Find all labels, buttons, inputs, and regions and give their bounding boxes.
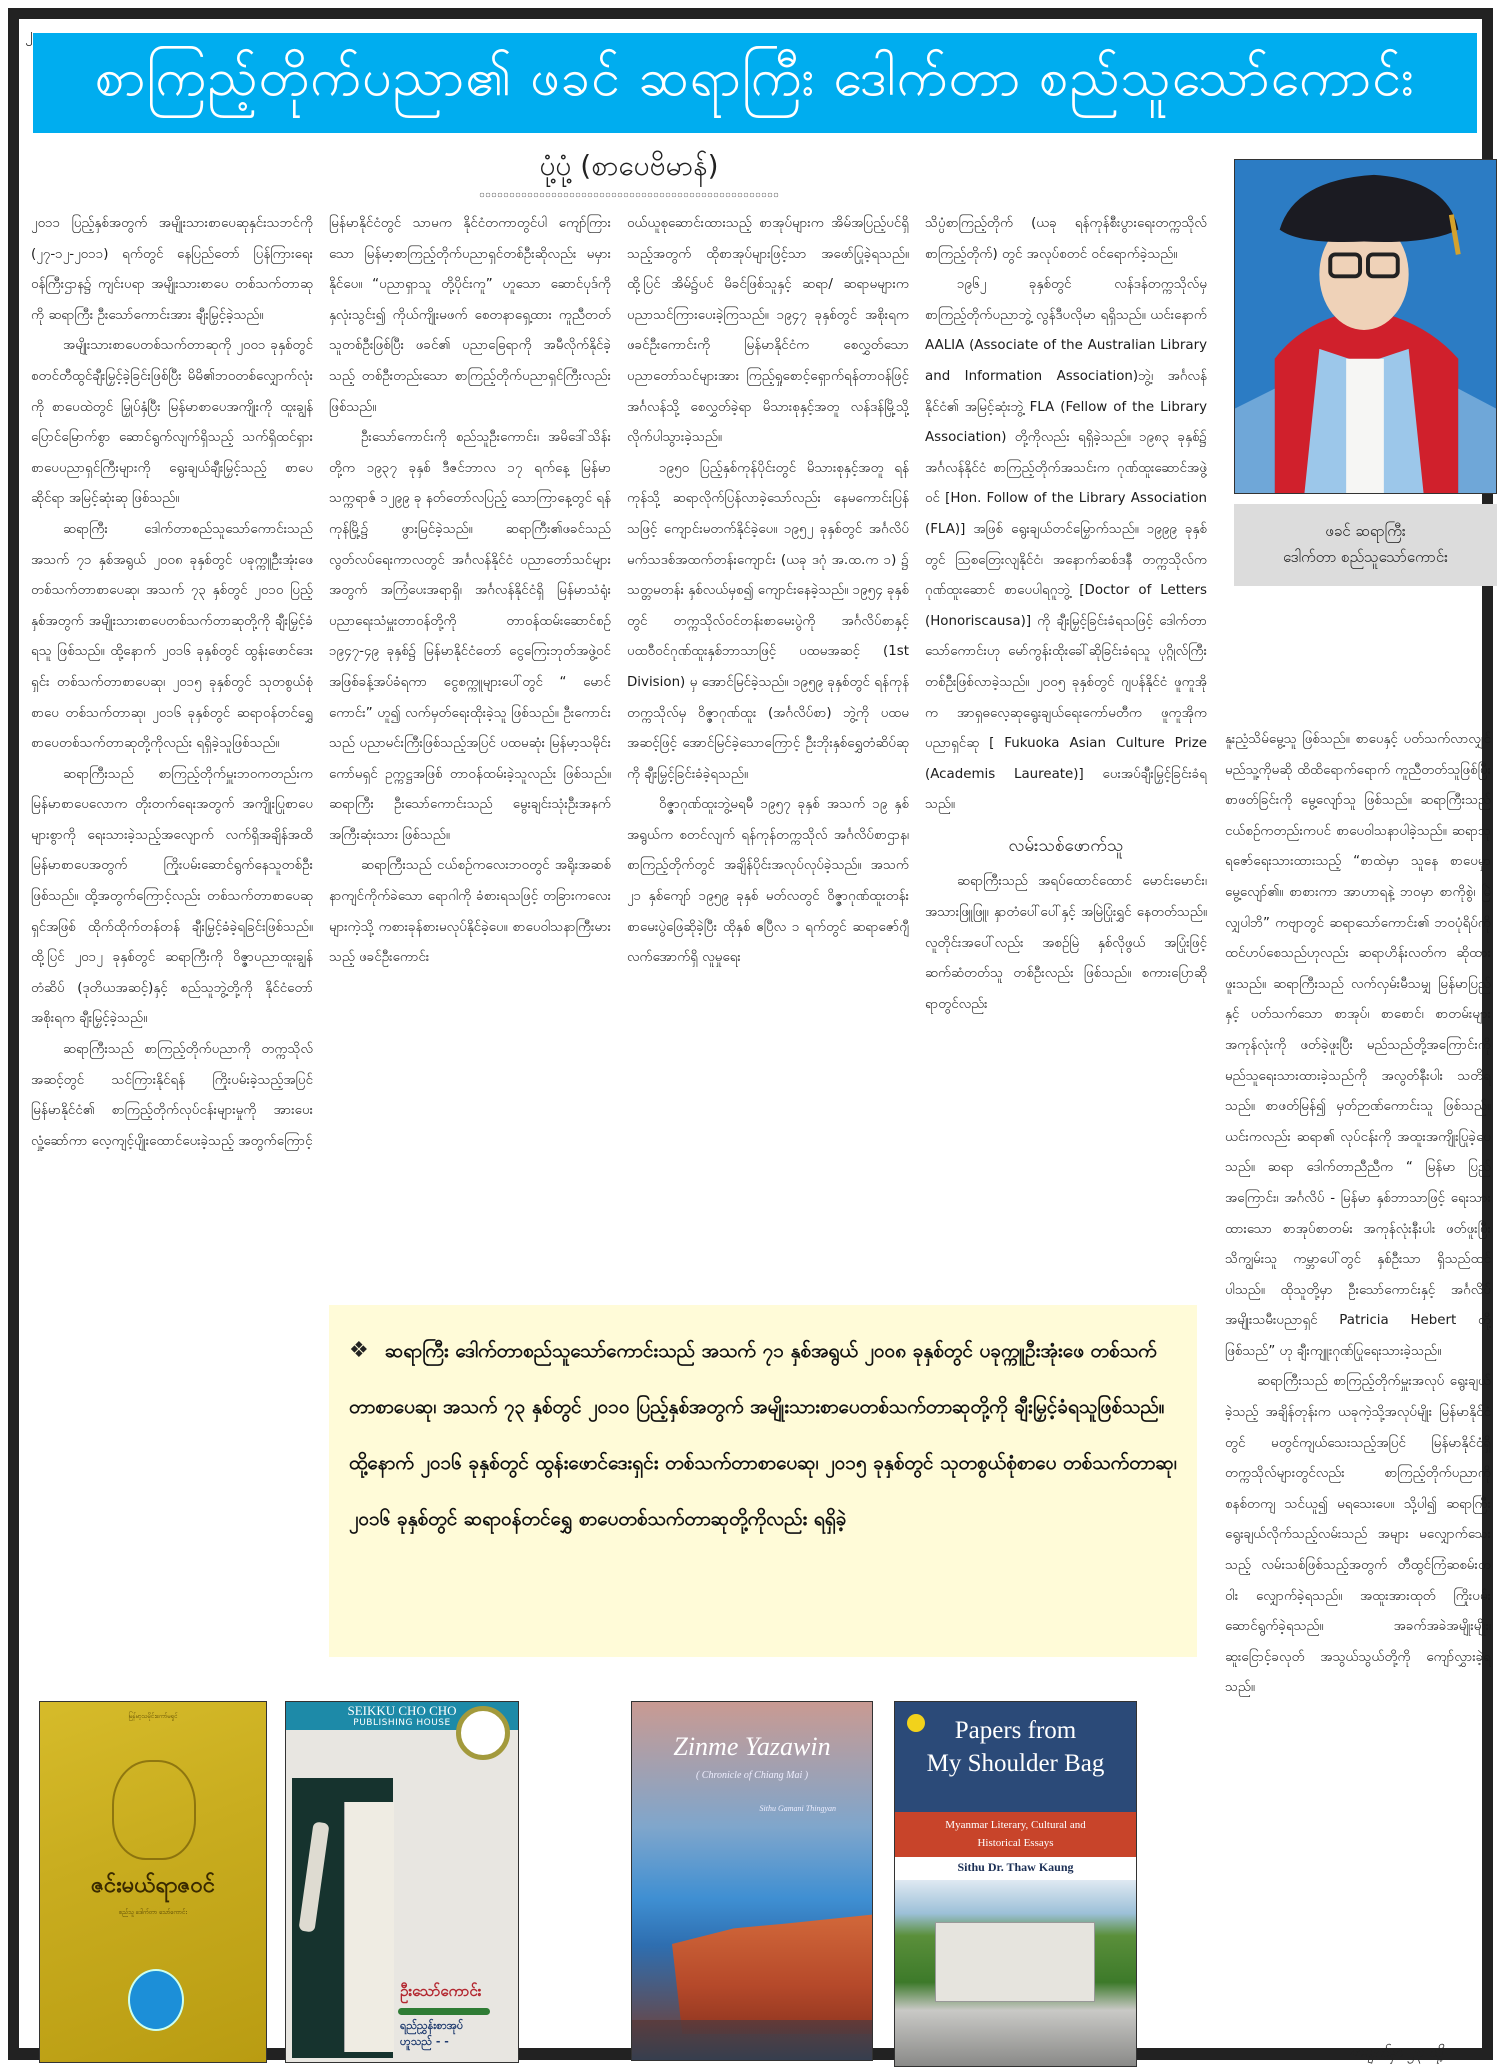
column-5 — [1225, 725, 1491, 2055]
paragraph: ဆရာကြီး ဒေါက်တာစည်သူသော်ကောင်းသည် အသက် ၇၁ နှစ်အရွယ် ၂၀၀၈ ခုနှစ်တွင် ပခုက္ကူဦးအုံးဖေ တစ်သက်တာစာပေဆု၊ အသက် ၇၃ နှစ်တွင် ၂၀၁၀ ပြည့်နှစ်အတွက် အမျိုးသားစာပေတစ်သက်တာဆုတို့ကို ချီးမြှင့်ခံရသူ ဖြစ်သည်။ ထို့နောက် ၂၀၁၆ ခုနှစ်တွင် ထွန်းဖောင်ဒေးရှင်း တစ်သက်တာစာပေဆု၊ ၂၀၁၅ ခုနှစ်တွင် သုတစွယ်စုံစာပေ တစ်သက်တာဆု၊ ၂၀၁၆ ခုနှစ်တွင် ဆရာဝန်တင်ရွှေ စာပေတစ်သက်တာဆုတို့ကိုလည်း ရရှိခဲ့သူဖြစ်သည်။ — [31, 521, 313, 752]
title-band — [895, 1702, 1136, 1812]
seal-icon — [456, 1706, 510, 1760]
paragraph: မြန်မာနိုင်ငံတွင် သာမက နိုင်ငံတကာတွင်ပါ ကျော်ကြားသော မြန်မာ့စာကြည့်တိုက်ပညာရှင်တစ်ဦးဆိုလည်း မမှားနိုင်ပေ။ “ပညာရှာသူ တို့ပိုင်းကူ” ဟူသော ဆောင်ပုဒ်ကို နှလုံးသွင်း၍ ကိုယ်ကျိုးမဖက် စေတနာရှေ့ထား ကူညီတတ်သူတစ်ဦးဖြစ်ပြီး ဖခင်၏ ပညာဓြေရာကို အမီလိုက်နိုင်ခဲ့သည့် တစ်ဦးတည်းသော စာကြည့်တိုက်ပညာရှင်ကြီးလည်း ဖြစ်သည်။ — [329, 216, 611, 415]
subtitle-line: Myanmar Literary, Cultural and — [945, 1819, 1086, 1831]
book-title: ဇင်းမယ်ရာဇဝင် — [90, 1873, 216, 1898]
section-subheading: လမ်းသစ်ဖောက်သူ — [1008, 835, 1124, 856]
title-line: My Shoulder Bag — [926, 1750, 1105, 1777]
paragraph: ဆရာကြီးသည် စာကြည့်တိုက်မှူးအလုပ် ရွေးချယ်ခဲ့သည့် အချိန်တုန်းက ယခုကဲ့သို့အလုပ်မျိုး မြန်မာနိုင်ငံတွင် မတွင်ကျယ်သေးသည့်အပြင် မြန်မာနိုင်ငံရှိ တက္ကသိုလ်များတွင်လည်း စာကြည့်တိုက်ပညာကို စနစ်တကျ သင်ယူ၍ မရသေးပေ။ သို့ပါ၍ ဆရာကြီး ရွေးချယ်လိုက်သည့်လမ်းသည် အများ မလျှောက်သေးသည့် လမ်းသစ်ဖြစ်သည့်အတွက် တီထွင်ကြံဆစမ်းတဝါး လျှောက်ခဲ့ရသည်။ အထူးအားထုတ် ကြိုးပမ်းဆောင်ရွက်ခဲ့ရသည်။ အခက်အခဲအမျိုးမျိုး၊ ဆူးငြောင့်ခလုတ် အသွယ်သွယ်တို့ကို ကျော်လွှားခဲ့ရသည်။ — [1225, 1374, 1491, 1696]
highlight-callout — [329, 1305, 1197, 1657]
book-author: ဦးသော်ကောင်း — [400, 1982, 482, 2000]
caption-line: ဖခင် ဆရာကြီး — [1325, 522, 1406, 540]
column-3 — [627, 209, 909, 1289]
book-author: စည်သူ ဒေါက်တာ သော်ကောင်း — [119, 1909, 187, 1916]
headline: စာကြည့်တိုက်ပညာ၏ ဖခင် ဆရာကြီး ဒေါက်တာ စည်သူသော်ကောင်း — [94, 48, 1416, 108]
caption-line: ဒေါက်တာ စည်သူသော်ကောင်း — [1283, 548, 1448, 566]
title-line: ရည်ညွှန်းစာအုပ် — [400, 2019, 464, 2032]
paragraph: ဆရာကြီးသည် ငယ်စဉ်ကလေးဘဝတွင် အရိုးအဆစ် နာကျင်ကိုက်ခဲသော ရောဂါကို ခံစားရသဖြင့် တခြားကလေးများကဲ့သို့ ကစားခုန်စားမလုပ်နိုင်ခဲ့ပေ။ စာပေဝါသနာကြီးမားသည့် ဖခင်ဦးကောင်း — [329, 858, 611, 966]
byline-ornament-divider — [479, 191, 779, 199]
page-number: ၂ — [25, 24, 33, 43]
paragraph: ဝိဇ္ဇာဂုဏ်ထူးဘွဲ့မရမီ ၁၉၅၇ ခုနှစ် အသက် ၁၉ နှစ်အရွယ်က စတင်လျက် ရန်ကုန်တက္ကသိုလ် အင်္ဂလိပ်စာဌာန၊ စာကြည့်တိုက်တွင် အချိန်ပိုင်းအလုပ်လုပ်ခဲ့သည်။ အသက် ၂၁ နှစ်ကျော် ၁၉၅၉ ခုနှစ် မတ်လတွင် ဝိဇ္ဇာဂုဏ်ထူးတန်း စာမေးပွဲဖြေဆိုခဲ့ပြီး ထိုနှစ် ဧပြီလ ၁ ရက်တွင် ဆရာဇော်ဂျီလက်အောက်ရှိ လူမှုရေး — [627, 797, 909, 966]
cover-top-text: မြန်မာ့သမိုင်းကော်မရှင် — [128, 1713, 178, 1720]
book-title: Zinme Yazawin — [673, 1732, 831, 1761]
bound-paper-illustration — [344, 1802, 394, 2052]
portrait-illustration — [1235, 160, 1496, 493]
portrait-photo — [1234, 159, 1497, 494]
subtitle-band — [895, 1812, 1136, 1857]
headline-banner — [33, 33, 1477, 133]
page-frame — [8, 8, 1493, 2060]
paragraph: ဆရာကြီးသည် အရပ်ထောင်ထောင် မောင်းမောင်း၊ အသားဖြူဖြူ၊ နှာတံပေါ်ပေါ်နှင့် အမြဲပြုံးရွှင် နေတတ်သည်။ လူတိုင်းအပေါ်လည်း အစဉ်မြဲ နှစ်လိုဖွယ် အပြုံးဖြင့် ဆက်ဆံတတ်သူ တစ်ဦးလည်း ဖြစ်သည်။ စကားပြောဆိုရာတွင်လည်း — [925, 874, 1207, 1012]
publisher-name: SEIKKU CHO CHO — [347, 1703, 457, 1718]
subtitle-line: Historical Essays — [977, 1837, 1054, 1849]
diamond-cluster-icon: ❖ — [349, 1338, 369, 1363]
publisher-subname: PUBLISHING HOUSE — [353, 1718, 451, 1728]
title-line: Papers from — [954, 1717, 1077, 1744]
publisher-logo-icon — [907, 1714, 925, 1732]
paragraph: နူးညံ့သိမ်မွေ့သူ ဖြစ်သည်။ စာပေနှင့် ပတ်သက်လာလျှင် မည်သူ့ကိုမဆို ထိထိရောက်ရောက် ကူညီတတ်သူဖြစ်ပြီး စာဖတ်ခြင်းကို မွေ့လျော်သူ ဖြစ်သည်။ ဆရာကြီးသည် ငယ်စဉ်ကတည်းကပင် စာပေဝါသနာပါခဲ့သည်။ ဆရာသုရဇော်ရေးသားထားသည့် “စာထဲမှာ သူနေ စာပေမှာ မွေ့လျော်၏။ စာစားကာ အာဟာရနဲ့ ဘဝမှာ စာကိုစွဲ၊ မြဲလျှပါဘိ” ကဗျာတွင် ဆရာသော်ကောင်း၏ ဘဝပုံရိပ်ကို ထင်ဟပ်စေသည်ဟုလည်း ဆရာဟိန်းလတ်က ဆိုထားဖူးသည်။ ဆရာကြီးသည် လက်လှမ်းမီသမျှ မြန်မာပြည်နှင့် ပတ်သက်သော စာအုပ်၊ စာစောင်၊ စာတမ်းများ အကုန်လုံးကို ဖတ်ခဲ့ဖူးပြီး မည်သည်တို့အကြောင်းကို မည်သူရေးသားထားခဲ့သည်ကို အလွတ်နီးပါး သတိရသည်။ စာဖတ်မြန်၍ မှတ်ဉာဏ်ကောင်းသူ ဖြစ်သည်။ ယင်းကလည်း ဆရာ၏ လုပ်ငန်းကို အထူးအကျိုးပြုခဲ့ပေသည်။ ဆရာ ဒေါက်တာညီညီက “ မြန်မာ ပြည်အကြောင်း၊ အင်္ဂလိပ် - မြန်မာ နှစ်ဘာသာဖြင့် ရေးသားထားသော စာအုပ်စာတမ်း အကုန်လုံးနီးပါး ဖတ်ဖူးပြီး သိကျွမ်းသူ ကမ္ဘာပေါ်တွင် နှစ်ဦးသာ ရှိသည်ထင်ပါသည်။ ထိုသူတို့မှာ ဦးသော်ကောင်းနှင့် အင်္ဂလိပ်အမျိုးသမီးပညာရှင် Patricia Hebert တို့ ဖြစ်သည်” ဟု ချီးကျူးဂုဏ်ပြုရေးသားခဲ့သည်။ — [1225, 732, 1491, 1359]
callout-text: ဆရာကြီး ဒေါက်တာစည်သူသော်ကောင်းသည် အသက် ၇၁ နှစ်အရွယ် ၂၀၀၈ ခုနှစ်တွင် ပခုက္ကူဦးအုံးဖေ တစ်သက်တာစာပေဆု၊ အသက် ၇၃ နှစ်တွင် ၂၀၁၀ ပြည့်နှစ်အတွက် အမျိုးသားစာပေတစ်သက်တာဆုတို့ကို ချီးမြှင့်ခံရသူဖြစ်သည်။ ထို့နောက် ၂၀၁၆ ခုနှစ်တွင် ထွန်းဖောင်ဒေးရှင်း တစ်သက်တာစာပေဆု၊ ၂၀၁၅ ခုနှစ်တွင် သုတစွယ်စုံစာပေ တစ်သက်တာဆု၊ ၂၀၁၆ ခုနှစ်တွင် ဆရာဝန်တင်ရွှေ စာပေတစ်သက်တာဆုတို့ကိုလည်း ရရှိခဲ့ — [349, 1340, 1177, 1530]
paragraph: ၁၉၅၀ ပြည့်နှစ်ကုန်ပိုင်းတွင် မိသားစုနှင့်အတူ ရန်ကုန်သို့ ဆရာလိုက်ပြန်လာခဲ့သော်လည်း နေမကောင်းပြန်သဖြင့် ကျောင်းမတက်နိုင်ခဲ့ပေ။ ၁၉၅၂ ခုနှစ်တွင် အင်္ဂလိပ်မက်သဒစ်အထက်တန်းကျောင်း (ယခု ဒဂုံ အ.ထ.က ၁) ၌ သတ္တမတန်း နှစ်လယ်မှစ၍ ကျောင်းနေခဲ့သည်။ ၁၉၅၄ ခုနှစ်တွင် တက္ကသိုလ်ဝင်တန်းစာမေးပွဲကို အင်္ဂလိပ်စာနှင့် ပထဝီဝင်ဂုဏ်ထူးနှစ်ဘာသာဖြင့် ပထမအဆင့် (1st Division) မှ အောင်မြင်ခဲ့သည်။ ၁၉၅၉ ခုနှစ်တွင် ရန်ကုန်တက္ကသိုလ်မှ ဝိဇ္ဇာဂုဏ်ထူး (အင်္ဂလိပ်စာ) ဘွဲ့ကို ပထမအဆင့်ဖြင့် အောင်မြင်ခဲ့သောကြောင့် ဦးဘိုးနှစ်ရွှေတံဆိပ်ဆုကို ချီးမြှင့်ခြင်းခံခဲ့ရသည်။ — [627, 460, 909, 782]
paragraph: ဝယ်ယူစုဆောင်းထားသည့် စာအုပ်များက အိမ်အပြည့်ပင်ရှိသည့်အတွက် ထိုစာအုပ်များဖြင့်သာ အဖော်ပြုခဲ့ရသည်။ ထို့ပြင် အိမ်၌ပင် မိခင်ဖြစ်သူနှင့် ဆရာ/ ဆရာမများက ပညာသင်ကြားပေးခဲ့ကြသည်။ ၁၉၄၇ ခုနှစ်တွင် အစိုးရက ဖခင်ဦးကောင်းကို မြန်မာနိုင်ငံက စေလွှတ်သော ပညာတော်သင်များအား ကြည့်ရှုစောင့်ရှောက်ရန်တာဝန်ဖြင့် အင်္ဂလန်သို့ စေလွှတ်ခဲ့ရာ မိသားစုနှင့်အတူ လန်ဒန်မြို့သို့ လိုက်ပါသွားခဲ့သည်။ — [627, 216, 909, 446]
paragraph: ၂၀၁၁ ပြည့်နှစ်အတွက် အမျိုးသားစာပေဆုနှင်းသဘင်ကို (၂၇-၁၂-၂၀၁၁) ရက်တွင် နေပြည်တော် ပြန်ကြားရေးဝန်ကြီးဌာန၌ ကျင်းပရာ အမျိုးသားစာပေ တစ်သက်တာဆုကို ဆရာကြီး ဦးသော်ကောင်းအား ချီးမြှင့်ခဲ့သည်။ — [31, 216, 313, 323]
column-4 — [925, 209, 1207, 1289]
book-cover-zinme-yazawin-burmese — [39, 1701, 267, 2063]
sticker-icon — [128, 1969, 184, 2031]
portrait-caption — [1234, 504, 1497, 586]
book-subtitle: ( Chronicle of Chiang Mai ) — [695, 1770, 809, 1781]
continued-on-page: စာမျက်နှာ ၂၃ သို့ — [1349, 2043, 1443, 2061]
book-title — [400, 2018, 463, 2050]
book-cover-papers-from-my-shoulder-bag — [894, 1701, 1137, 2067]
paragraph: ဦးသော်ကောင်းကို စည်သူဦးကောင်း၊ အမိဒေါ်သိန်းတို့က ၁၉၃၇ ခုနှစ် ဒီဇင်ဘာလ ၁၇ ရက်နေ့ မြန်မာသက္ကရာဇ် ၁၂၉၉ ခု နတ်တော်လပြည့် သောကြာနေ့တွင် ရန်ကုန်မြို့၌ ဖွားမြင်ခဲ့သည်။ ဆရာကြီး၏ဖခင်သည် လွတ်လပ်ရေးကာလတွင် အင်္ဂလန်နိုင်ငံ ပညာတော်သင်များအတွက် အကြံပေးအရာရှိ၊ အင်္ဂလန်နိုင်ငံရှိ မြန်မာသံရုံးပညာရေးသံမှူးတာဝန်တို့ကို တာဝန်ထမ်းဆောင်စဉ် ၁၉၄၇-၄၉ ခုနှစ်၌ မြန်မာနိုင်ငံတော် ငွေကြေးဘုတ်အဖွဲ့ဝင်အဖြစ်ခန့်အပ်ခံရကာ ငွေစက္ကူများပေါ်တွင် “ မောင်ကောင်း” ဟူ၍ လက်မှတ်ရေးထိုးခဲ့သူ ဖြစ်သည်။ ဦးကောင်းသည် ပညာမင်းကြီးဖြစ်သည့်အပြင် ပထမဆုံး မြန်မာ့သမိုင်းကော်မရှင် ဥက္ကဋ္ဌအဖြစ် တာဝန်ထမ်းခဲ့သူလည်း ဖြစ်သည်။ ဆရာကြီး ဦးသော်ကောင်းသည် မွေးချင်းသုံးဦးအနက် အကြီးဆုံးသား ဖြစ်သည်။ — [329, 430, 611, 843]
moat-illustration — [632, 2020, 872, 2060]
column-2 — [329, 209, 611, 1289]
column-1 — [31, 209, 313, 1687]
paragraph: ဆရာကြီးသည် စာကြည့်တိုက်မှူးဘဝကတည်းက မြန်မာစာပေလောက တိုးတက်ရေးအတွက် အကျိုးပြုစာပေများစွာကို ရေးသားခဲ့သည့်အလျောက် လက်ရှိအချိန်အထိ မြန်မာစာပေအတွက် ကြိုးပမ်းဆောင်ရွက်နေသူတစ်ဦး ဖြစ်သည်။ ထို့အတွက်ကြောင့်လည်း တစ်သက်တာစာပေဆုရှင်အဖြစ် ထိုက်ထိုက်တန်တန် ချီးမြှင့်ခံခဲ့ရခြင်းဖြစ်သည်။ ထို့ပြင် ၂၀၁၂ ခုနှစ်တွင် ဆရာကြီးကို ဝိဇ္ဇာပညာထူးချွန်တံဆိပ် (ဒုတိယအဆင့်)နှင့် စည်သူဘွဲ့တို့ကို နိုင်ငံတော်အစိုးရက ချီးမြှင့်ခဲ့သည်။ — [31, 766, 313, 1027]
paragraph: အမျိုးသားစာပေတစ်သက်တာဆုကို ၂၀၀၁ ခုနှစ်တွင် စတင်တီထွင်ချီးမြှင့်ခဲ့ခြင်းဖြစ်ပြီး မိမိ၏ဘဝတစ်လျှောက်လုံးကို စာပေထဲတွင် မြှုပ်နှံပြီး မြန်မာစာပေအကျိုးကို ထူးချွန်ပြောင်မြောက်စွာ ဆောင်ရွက်လျက်ရှိသည့် သက်ရှိထင်ရှား စာပေပညာရှင်ကြီးများကို ရွေးချယ်ချီးမြှင့်သည့် စာပေဆိုင်ရာ အမြင့်ဆုံးဆု ဖြစ်သည်။ — [31, 338, 313, 507]
paragraph: ဆရာကြီးသည် စာကြည့်တိုက်ပညာကို တက္ကသိုလ်အဆင့်တွင် သင်ကြားနိုင်ရန် ကြိုးပမ်းခဲ့သည့်အပြင် မြန်မာနိုင်ငံ၏ စာကြည့်တိုက်လုပ်ငန်းများမှုကို အားပေးလှုံ့ဆော်ကာ လေ့ကျင့်ပျိုးထောင်ပေးခဲ့သည့် အတွက်ကြောင့် — [31, 1042, 313, 1149]
city-wall-illustration — [672, 1914, 873, 2034]
book-author: Sithu Gamani Thingyan — [759, 1804, 836, 1813]
book-cover-reference-books — [285, 1701, 519, 2063]
paragraph: သိပ္ပံစာကြည့်တိုက် (ယခု ရန်ကုန်စီးပွားရေးတက္ကသိုလ် စာကြည့်တိုက်) တွင် အလုပ်စတင် ဝင်ရောက်ခဲ့သည်။ — [925, 216, 1207, 262]
title-line: ဟူသည် - - — [400, 2035, 449, 2048]
emblem-icon — [112, 1760, 196, 1860]
building-illustration — [935, 1922, 1095, 2002]
paragraph: ၁၉၆၂ ခုနှစ်တွင် လန်ဒန်တက္ကသိုလ်မှ စာကြည့်တိုက်ပညာဘွဲ့ လွန်ဒီပလိုမာ ရရှိသည်။ ယင်းနောက် AALIA (Associate of the Australian Library and Information Association)ဘွဲ့၊ အင်္ဂလန်နိုင်ငံ၏ အမြင့်ဆုံးဘွဲ့ FLA (Fellow of the Library Association) တို့ကိုလည်း ရရှိခဲ့သည်။ ၁၉၈၃ ခုနှစ်၌ အင်္ဂလန်နိုင်ငံ စာကြည့်တိုက်အသင်းက ဂုဏ်ထူးဆောင်အဖွဲ့ဝင် [Hon. Follow of the Library Association (FLA)] အဖြစ် ရွေးချယ်တင်မြှောက်သည်။ ၁၉၉၉ ခုနှစ်တွင် သြစတြေးလျနိုင်ငံ၊ အနောက်ဆစ်ဒနီ တက္ကသိုလ်က ဂုဏ်ထူးဆောင် စာပေပါရဂူဘွဲ့ [Doctor of Letters (Honoriscausa)] ကို ချီးမြှင့်ခြင်းခံရသဖြင့် ဒေါက်တာသော်ကောင်းဟု မော်ကွန်းထိုးခေါ်ဆိုခြင်းခံရသူ ပုဂ္ဂိုလ်ကြီးတစ်ဦးဖြစ်လာခဲ့သည်။ ၂၀၀၅ ခုနှစ်တွင် ဂျပန်နိုင်ငံ ဖူကူအိုက အာရှဓလေ့ဆုရွေးချယ်ရေးကော်မတီက ဖူကူအိုက ပညာရှင်ဆု [ Fukuoka Asian Culture Prize (Academis Laureate)] ပေးအပ်ချီးမြှင့်ခြင်းခံရသည်။ — [925, 277, 1207, 813]
decorative-bar — [398, 2008, 490, 2015]
book-author: Sithu Dr. Thaw Kaung — [957, 1860, 1074, 1874]
book-cover-zinme-yazawin-english — [631, 1701, 873, 2061]
byline: ပုံ့ပုံ့ (စာပေဗိမာန်) — [539, 149, 719, 182]
